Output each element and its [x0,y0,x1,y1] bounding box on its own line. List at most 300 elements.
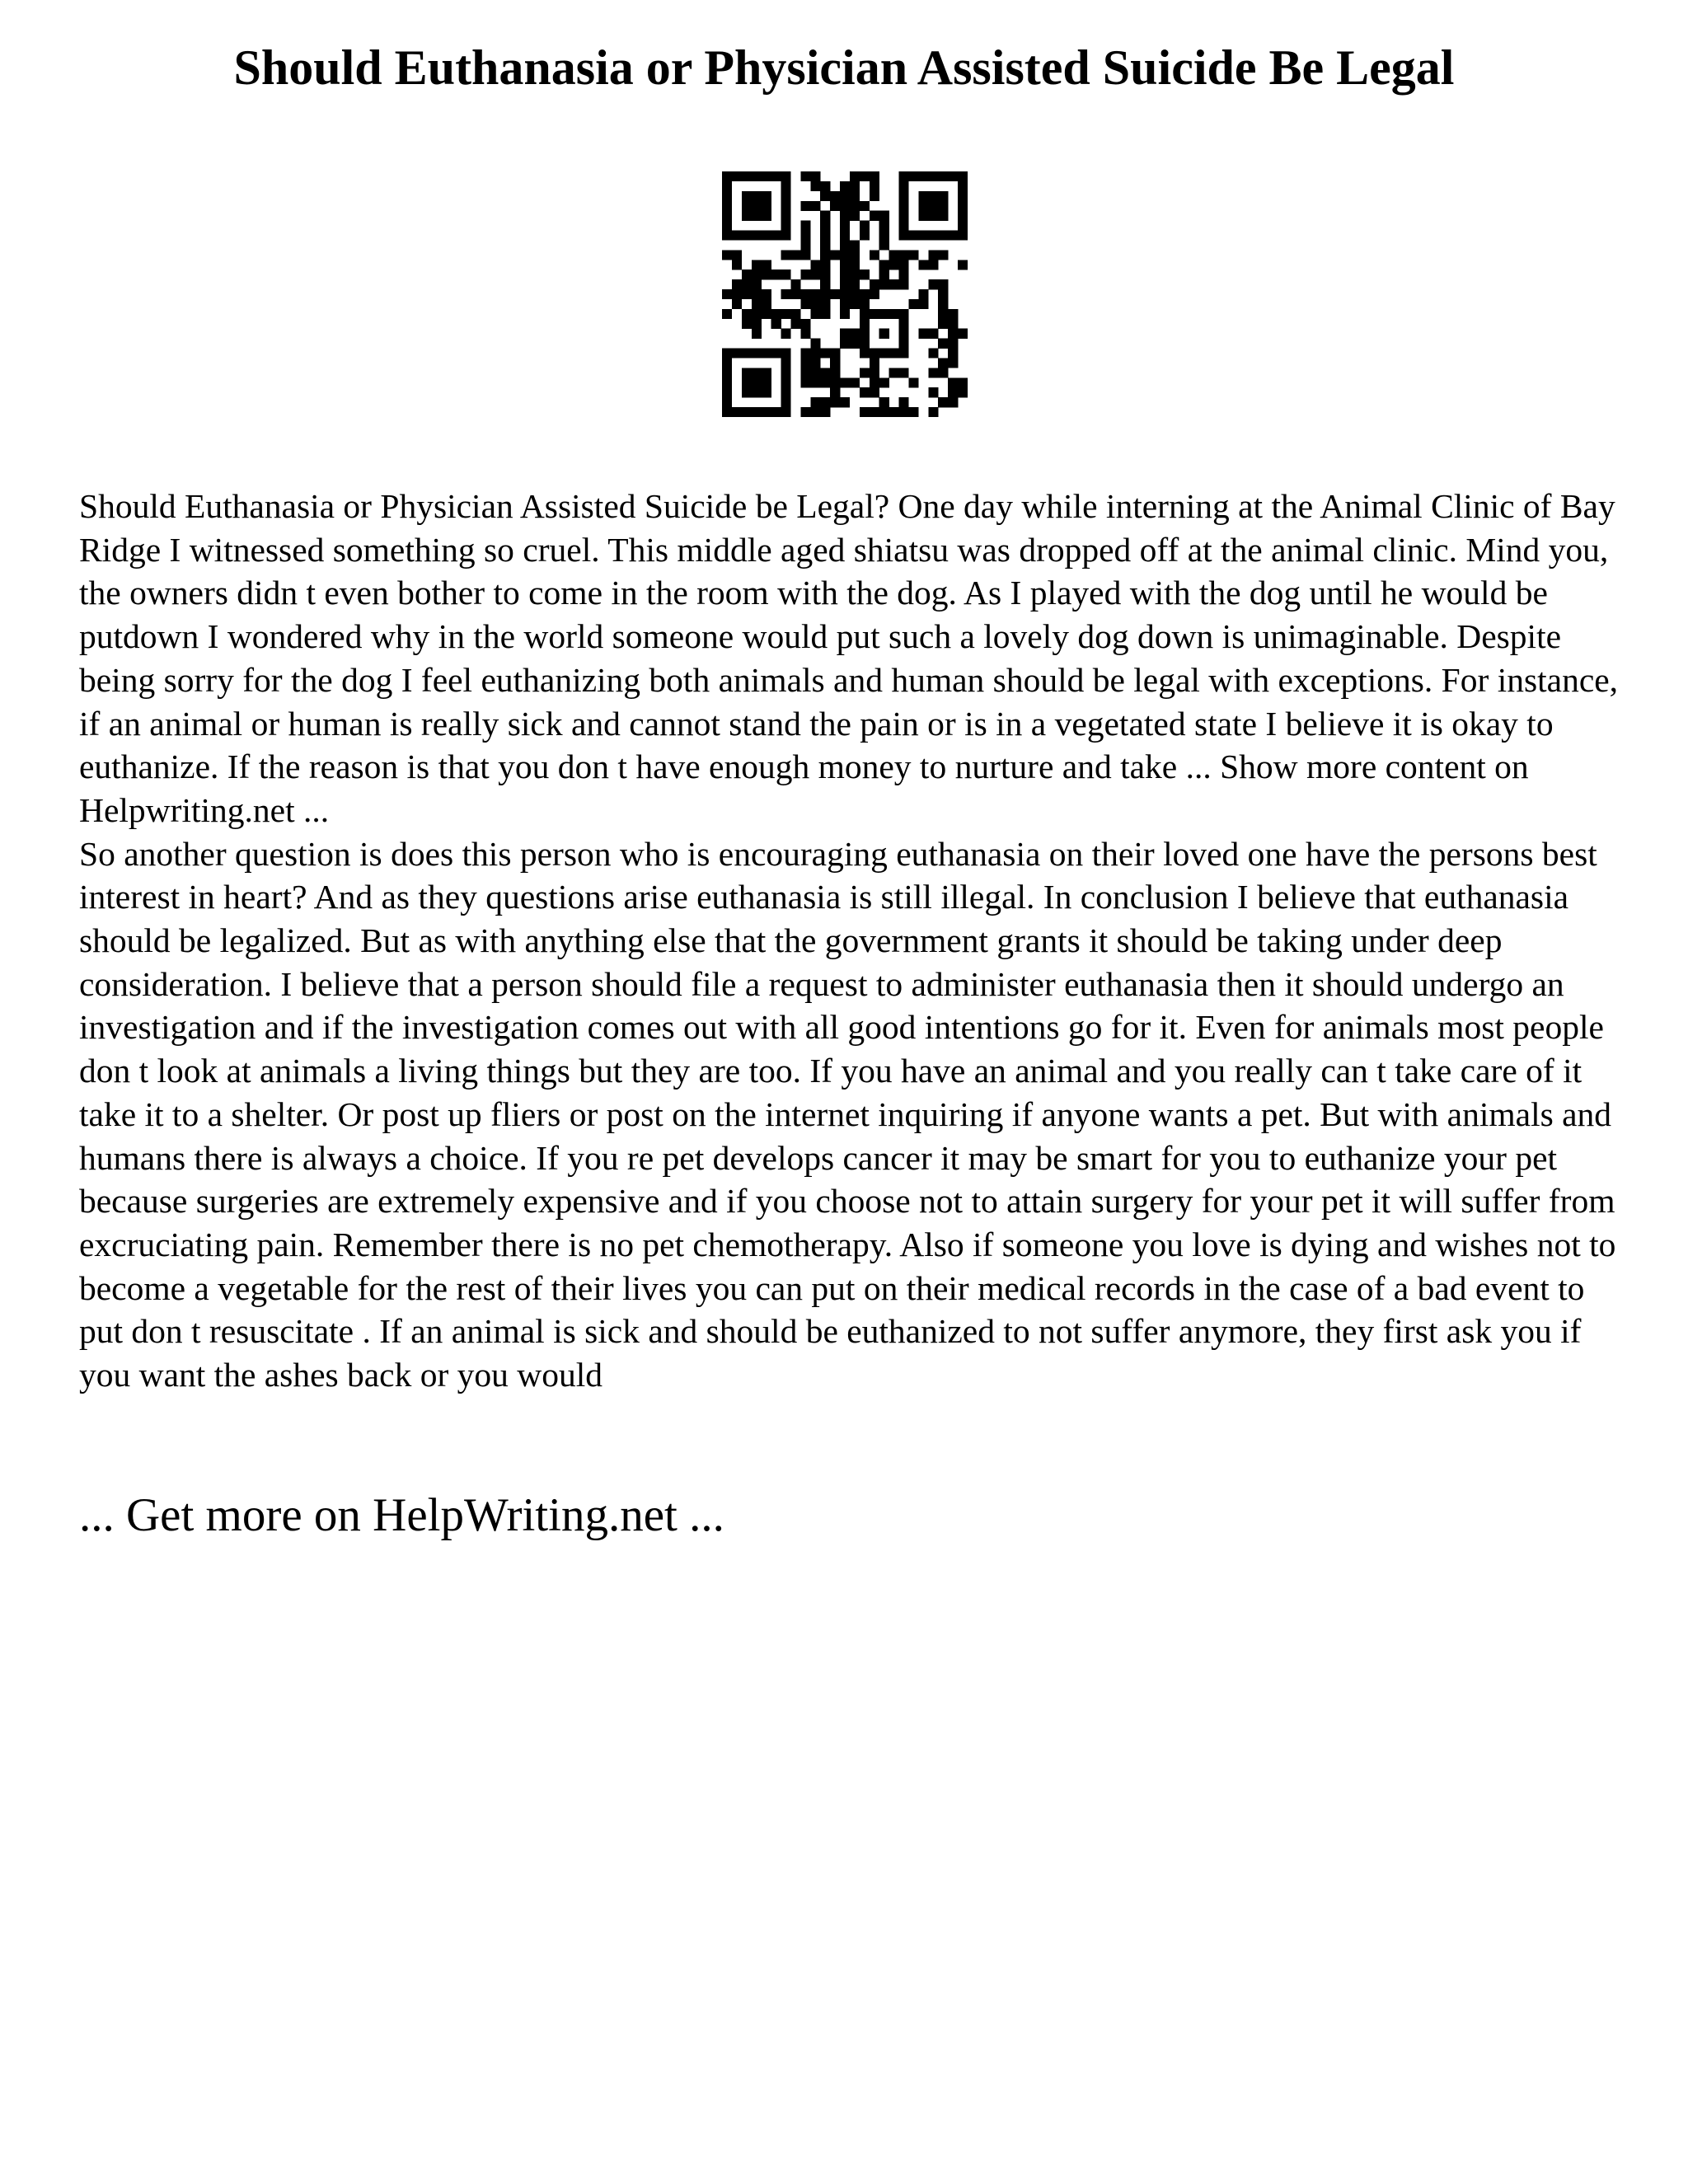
qr-module [752,231,762,241]
qr-module [860,171,870,181]
qr-module [899,368,909,377]
qr-module [810,260,820,269]
qr-module [771,309,781,319]
qr-module [800,368,810,377]
qr-module [899,171,909,181]
qr-module [781,181,791,191]
qr-module [830,191,840,201]
qr-module [752,299,762,309]
qr-module [928,387,938,397]
qr-module [850,299,860,309]
qr-module [899,339,909,349]
qr-module [752,407,762,417]
qr-module [771,349,781,359]
qr-module [781,231,791,241]
qr-module [762,299,771,309]
qr-module [958,329,968,339]
qr-module [938,309,948,319]
qr-module [830,349,840,359]
qr-module [742,407,752,417]
qr-module [830,368,840,377]
qr-module [850,181,860,191]
qr-module [870,368,879,377]
qr-module [899,397,909,407]
qr-module [722,171,732,181]
qr-module [752,377,762,387]
qr-module [810,201,820,211]
qr-module [800,319,810,329]
qr-module [948,387,958,397]
qr-module [752,309,762,319]
qr-module [752,349,762,359]
qr-module [722,397,732,407]
qr-module [948,171,958,181]
qr-module [771,319,781,329]
qr-module [908,231,918,241]
qr-module [781,377,791,387]
qr-module [928,211,938,221]
qr-module [732,171,742,181]
qr-module [889,279,899,289]
qr-module [850,339,860,349]
qr-module [800,358,810,368]
qr-module [722,221,732,231]
qr-module [908,377,918,387]
qr-module [781,349,791,359]
qr-module [958,191,968,201]
qr-module [810,377,820,387]
qr-module [781,211,791,221]
qr-module [889,250,899,260]
qr-module [899,309,909,319]
qr-module [899,269,909,279]
qr-module [840,260,850,269]
qr-module [762,231,771,241]
qr-module [732,279,742,289]
qr-module [722,231,732,241]
qr-module [879,231,889,241]
qr-module [908,299,918,309]
qr-module [762,349,771,359]
qr-module [732,349,742,359]
qr-module [820,377,830,387]
qr-module [781,368,791,377]
qr-module [938,339,948,349]
qr-module [879,260,889,269]
qr-module [918,201,928,211]
qr-module [722,181,732,191]
qr-code-icon [722,171,968,417]
qr-module [870,181,879,191]
qr-module [752,329,762,339]
qr-module [918,329,928,339]
qr-module [958,377,968,387]
qr-module [899,250,909,260]
qr-module [781,387,791,397]
qr-module [860,349,870,359]
qr-module [850,269,860,279]
qr-module [860,201,870,211]
qr-module [948,349,958,359]
qr-module [732,407,742,417]
qr-module [762,387,771,397]
qr-module [860,368,870,377]
qr-module [722,377,732,387]
qr-module [781,191,791,201]
qr-module [879,377,889,387]
qr-module [800,201,810,211]
qr-module [928,349,938,359]
qr-module [938,171,948,181]
qr-module [742,191,752,201]
qr-module [918,260,928,269]
qr-module [752,191,762,201]
qr-module [840,201,850,211]
qr-module [820,250,830,260]
qr-module [742,289,752,299]
qr-module [860,387,870,397]
qr-module [889,407,899,417]
qr-module [879,240,889,250]
qr-module [762,309,771,319]
qr-module [781,407,791,417]
qr-module [870,250,879,260]
qr-module [870,279,879,289]
qr-module [860,407,870,417]
qr-module [752,260,762,269]
qr-module [938,250,948,260]
qr-module [879,269,889,279]
qr-module [840,181,850,191]
qr-module [928,191,938,201]
qr-module [810,407,820,417]
qr-module [938,368,948,377]
qr-module [722,309,732,319]
qr-module [840,339,850,349]
qr-module [928,231,938,241]
qr-module [948,319,958,329]
qr-module [820,191,830,201]
qr-module [722,250,732,260]
qr-module [820,211,830,221]
qr-module [899,407,909,417]
qr-module [800,221,810,231]
qr-module [840,221,850,231]
qr-module [742,309,752,319]
qr-module [810,299,820,309]
qr-module [860,299,870,309]
qr-module [918,171,928,181]
qr-module [742,368,752,377]
qr-module [830,201,840,211]
qr-module [928,368,938,377]
qr-module [752,319,762,329]
qr-module [742,201,752,211]
qr-module [752,171,762,181]
qr-module [781,171,791,181]
qr-module [948,377,958,387]
qr-module [899,191,909,201]
qr-module [938,191,948,201]
qr-module [742,319,752,329]
qr-module [899,260,909,269]
qr-module [870,309,879,319]
qr-module [928,260,938,269]
qr-module [810,339,820,349]
qr-module [938,231,948,241]
qr-module [810,309,820,319]
qr-module [742,279,752,289]
qr-module [879,279,889,289]
qr-module [820,231,830,241]
qr-module [820,407,830,417]
qr-module [742,171,752,181]
qr-module [722,407,732,417]
qr-module [870,407,879,417]
qr-module [830,397,840,407]
qr-module [928,250,938,260]
qr-module [958,231,968,241]
qr-module [820,279,830,289]
qr-module [928,329,938,339]
qr-module [810,368,820,377]
qr-module [879,309,889,319]
qr-module [870,349,879,359]
qr-module [899,221,909,231]
qr-module [850,201,860,211]
qr-module [781,309,791,319]
qr-module [928,201,938,211]
qr-module [762,269,771,279]
qr-module [790,319,800,329]
qr-module [938,279,948,289]
qr-module [840,240,850,250]
qr-module [781,201,791,211]
qr-module [948,329,958,339]
qr-module [879,211,889,221]
qr-module [800,240,810,250]
qr-module [850,240,860,250]
qr-module [948,309,958,319]
qr-module [948,397,958,407]
qr-module [899,349,909,359]
qr-module [899,201,909,211]
qr-module [800,349,810,359]
qr-module [781,269,791,279]
qr-module [771,171,781,181]
qr-module [722,201,732,211]
qr-module [752,201,762,211]
qr-module [958,201,968,211]
qr-module [800,377,810,387]
qr-module [850,377,860,387]
qr-code [722,171,968,417]
qr-module [870,191,879,201]
qr-module [830,377,840,387]
qr-module [752,211,762,221]
qr-module [860,309,870,319]
qr-module [928,279,938,289]
qr-module [918,299,928,309]
qr-module [958,387,968,397]
qr-module [938,289,948,299]
qr-module [918,289,928,299]
qr-module [762,407,771,417]
qr-module [752,387,762,397]
qr-module [899,181,909,191]
qr-module [938,397,948,407]
qr-module [820,368,830,377]
qr-module [840,309,850,319]
qr-module [948,358,958,368]
qr-module [879,221,889,231]
qr-module [781,397,791,407]
qr-module [800,250,810,260]
qr-module [732,231,742,241]
qr-module [830,250,840,260]
qr-module [918,191,928,201]
qr-module [781,221,791,231]
get-more-link[interactable]: ... Get more on HelpWriting.net ... [79,1489,724,1541]
qr-module [762,377,771,387]
qr-module [908,407,918,417]
qr-module [820,349,830,359]
qr-module [732,260,742,269]
qr-module [742,231,752,241]
qr-module [800,231,810,241]
qr-module [850,191,860,201]
qr-module [742,211,752,221]
qr-module [742,269,752,279]
paragraph-2: So another question is does this person who is encouraging euthanasia on their loved one have the persons best interest in heart? And as they questions arise euthanasia is still illegal. In conclusion I believe that euthanasia should be legalized. But as with anything else that the government grants it should be taking under deep consideration. I believe that a person should file a request to administer euthanasia then it should undergo an investigation and if the investigation comes out with all good intentions go for it. Even for animals most people don t look at animals a living things but they are too. If you have an animal and you really can t take care of it take it to a shelter. Or post up fliers or post on the internet inquiring if anyone wants a pet. But with animals and humans there is always a choice. If you re pet develops cancer it may be smart for you to euthanize your pet because surgeries are extremely expensive and if you choose not to attain surgery for your pet it will suffer from excruciating pain. Remember there is no pet chemotherapy. Also if someone you love is dying and wishes not to become a vegetable for the rest of their lives you can put on their medical records in the case of a bad event to put don t resuscitate . If an animal is sick and should be euthanized to not suffer anymore, they first ask you if you want the ashes back or you would [79,834,1616,1394]
qr-module [860,289,870,299]
qr-module [879,407,889,417]
qr-module [820,181,830,191]
qr-module [870,387,879,397]
qr-module [762,211,771,221]
qr-module [820,221,830,231]
qr-module [840,211,850,221]
qr-module [850,279,860,289]
qr-module [781,329,791,339]
qr-module [879,329,889,339]
qr-module [762,191,771,201]
qr-module [781,358,791,368]
qr-module [790,250,800,260]
qr-module [800,329,810,339]
qr-module [908,171,918,181]
qr-module [860,319,870,329]
qr-module [840,231,850,241]
qr-module [860,269,870,279]
qr-module [752,289,762,299]
qr-module [889,309,899,319]
qr-module [918,211,928,221]
qr-module [810,289,820,299]
qr-module [771,231,781,241]
qr-module [722,349,732,359]
qr-module [752,279,762,289]
qr-module [722,368,732,377]
qr-module [820,269,830,279]
qr-module [850,250,860,260]
qr-module [742,349,752,359]
qr-module [732,250,742,260]
qr-module [870,171,879,181]
qr-module [899,329,909,339]
qr-module [938,358,948,368]
qr-module [958,221,968,231]
qr-module [928,407,938,417]
article-body [79,485,1629,1397]
qr-module [938,211,948,221]
qr-module [771,269,781,279]
qr-module [830,358,840,368]
qr-module [840,250,850,260]
qr-module [958,181,968,191]
qr-module [820,397,830,407]
qr-module [800,407,810,417]
qr-module [860,231,870,241]
qr-module [820,299,830,309]
qr-module [800,269,810,279]
qr-module [762,201,771,211]
qr-module [820,260,830,269]
qr-module [752,368,762,377]
qr-module [830,387,840,397]
qr-module [840,377,850,387]
qr-module [820,309,830,319]
qr-module [879,349,889,359]
qr-module [899,319,909,329]
qr-module [820,289,830,299]
qr-module [840,397,850,407]
qr-module [810,181,820,191]
qr-module [722,191,732,201]
qr-module [958,171,968,181]
qr-module [830,289,840,299]
qr-module [889,260,899,269]
qr-module [752,269,762,279]
qr-module [771,407,781,417]
qr-module [908,250,918,260]
qr-module [810,358,820,368]
qr-module [938,319,948,329]
qr-module [899,231,909,241]
qr-module [790,309,800,319]
qr-module [850,329,860,339]
page-title: Should Euthanasia or Physician Assisted Suicide Be Legal [233,40,1455,95]
qr-module [732,299,742,309]
qr-module [899,211,909,221]
qr-module [810,171,820,181]
qr-module [800,299,810,309]
qr-module [810,269,820,279]
qr-module [879,397,889,407]
qr-module [800,289,810,299]
qr-module [762,289,771,299]
qr-module [840,269,850,279]
qr-module [860,339,870,349]
qr-module [810,397,820,407]
qr-module [781,289,791,299]
qr-module [958,260,968,269]
paragraph-1: Should Euthanasia or Physician Assisted Suicide be Legal? One day while interning at the Animal Clinic of Bay Ridge I witnessed something so cruel. This middle aged shiatsu was dropped off at the animal clinic. Mind you, the owners didn t even bother to come in the room with the dog. As I played with the dog until he would be putdown I wondered why in the world someone would put such a lovely dog down is unimaginable. Despite being sorry for the dog I feel euthanizing both animals and human should be legal with exceptions. For instance, if an animal or human is really sick and cannot stand the pain or is in a vegetated state I believe it is okay to euthanize. If the reason is that you don t have enough money to nurture and take ... Show more content on Helpwriting.net ... [79,487,1619,829]
qr-module [928,171,938,181]
qr-module [870,377,879,387]
qr-module [840,279,850,289]
qr-module [840,299,850,309]
